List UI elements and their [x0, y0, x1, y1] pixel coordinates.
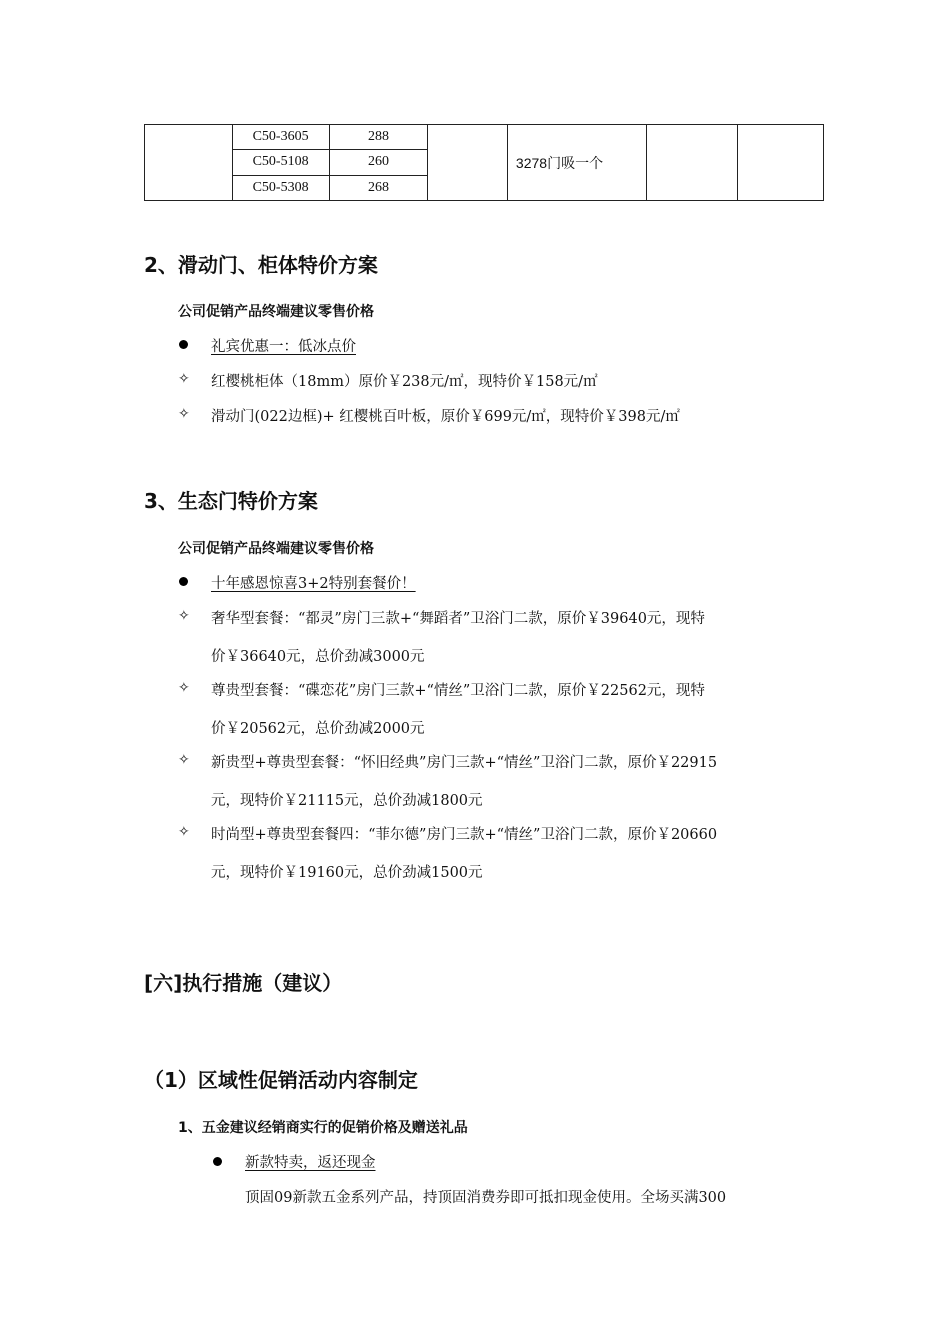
- section2-heading: 2、滑动门、柜体特价方案: [144, 253, 378, 277]
- section6-paragraph: 顶固09新款五金系列产品，持顶固消费券即可抵扣现金使用。全场买满300: [245, 1190, 727, 1206]
- section6-item-heading: 1、五金建议经销商实行的促销价格及赠送礼品: [178, 1120, 468, 1136]
- diamond-bullet-icon: ✧: [178, 824, 190, 840]
- package-item-line: 奢华型套餐：“都灵”房门三款+“舞蹈者”卫浴门二款，原价￥39640元，现特: [211, 611, 705, 627]
- package-item-line: 价￥20562元，总价劲减2000元: [211, 721, 425, 737]
- section6-subheading: （1）区域性促销活动内容制定: [144, 1068, 418, 1092]
- table-cell: C50-3605: [232, 125, 329, 150]
- table-cell: 260: [329, 150, 428, 175]
- table-cell: 268: [329, 175, 428, 200]
- diamond-bullet-icon: ✧: [178, 752, 190, 768]
- price-table: [144, 124, 824, 201]
- section2-item: 红樱桃柜体（18mm）原价￥238元/㎡，现特价￥158元/㎡: [211, 374, 598, 390]
- table-cell: [646, 125, 738, 201]
- table-row: [145, 125, 824, 150]
- section3-subtitle: 公司促销产品终端建议零售价格: [178, 541, 374, 557]
- bullet-dot-icon: [179, 577, 188, 586]
- table-cell: [145, 125, 233, 201]
- section2-item: 滑动门(022边框)+ 红樱桃百叶板，原价￥699元/㎡，现特价￥398元/㎡: [211, 409, 680, 425]
- table-cell-note: 3278门吸一个: [507, 125, 646, 201]
- table-cell: C50-5308: [232, 175, 329, 200]
- diamond-bullet-icon: ✧: [178, 680, 190, 696]
- package-item-line: 价￥36640元，总价劲减3000元: [211, 649, 425, 665]
- bullet-dot-icon: [179, 340, 188, 349]
- section6-bullet: 新款特卖，返还现金: [245, 1155, 376, 1171]
- bullet-dot-icon: [213, 1157, 222, 1166]
- diamond-bullet-icon: ✧: [178, 608, 190, 624]
- package-item-line: 元，现特价￥21115元，总价劲减1800元: [211, 793, 483, 809]
- section2-subtitle: 公司促销产品终端建议零售价格: [178, 304, 374, 320]
- section3-bullet: 十年感恩惊喜3+2特别套餐价！: [211, 576, 416, 592]
- table-cell: [428, 125, 508, 201]
- package-item-line: 新贵型+尊贵型套餐：“怀旧经典”房门三款+“情丝”卫浴门二款，原价￥22915: [211, 755, 718, 771]
- diamond-bullet-icon: ✧: [178, 406, 190, 422]
- section2-bullet: 礼宾优惠一：低冰点价: [211, 339, 356, 355]
- table-cell: C50-5108: [232, 150, 329, 175]
- diamond-bullet-icon: ✧: [178, 371, 190, 387]
- package-item-line: 元，现特价￥19160元，总价劲减1500元: [211, 865, 483, 881]
- table-cell: 288: [329, 125, 428, 150]
- section3-heading: 3、生态门特价方案: [144, 489, 318, 513]
- table-cell: [738, 125, 824, 201]
- package-item-line: 尊贵型套餐：“碟恋花”房门三款+“情丝”卫浴门二款，原价￥22562元，现特: [211, 683, 705, 699]
- package-item-line: 时尚型+尊贵型套餐四：“菲尔德”房门三款+“情丝”卫浴门二款，原价￥20660: [211, 827, 718, 843]
- section6-heading: [六]执行措施（建议）: [144, 971, 343, 995]
